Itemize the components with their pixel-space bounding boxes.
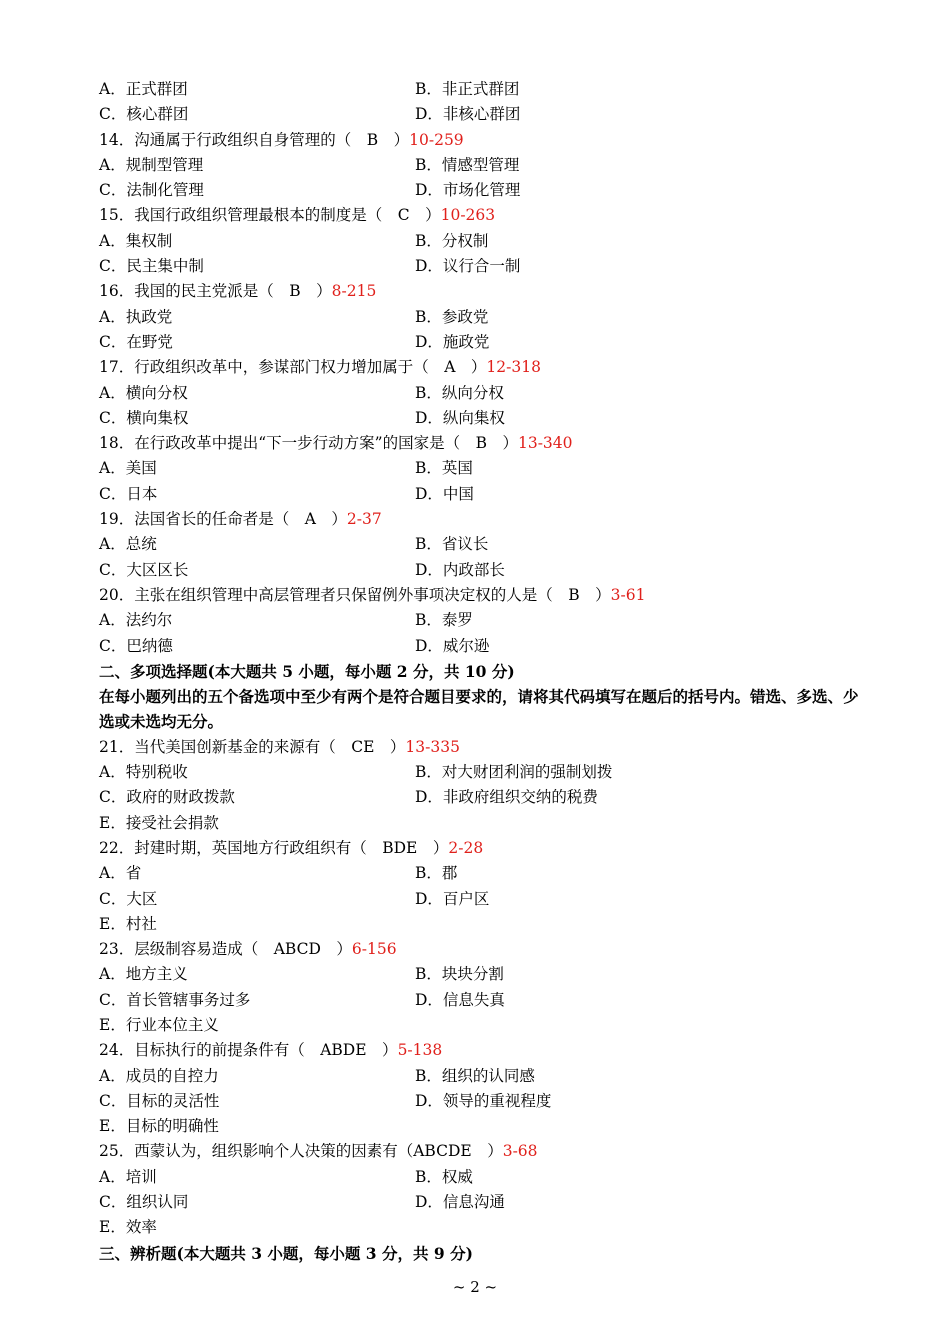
- option-a: A．法约尔: [99, 611, 173, 630]
- option-row: [99, 1089, 859, 1114]
- option-d: D．中国: [415, 484, 474, 503]
- section-heading: 三、辨析题(本大题共 3 小题，每小题 3 分，共 9 分): [99, 1243, 473, 1263]
- option-d: D．信息沟通: [415, 1193, 505, 1212]
- option-c: C．核心群团: [99, 105, 189, 124]
- option-row: [99, 760, 859, 785]
- option-a: A．地方主义: [99, 965, 188, 984]
- option-b: B．分权制: [415, 231, 489, 250]
- option-b: B．权威: [415, 1167, 473, 1186]
- option-row: [99, 887, 859, 912]
- option-row: [99, 1064, 859, 1089]
- page-reference: 10-259: [409, 130, 464, 149]
- question-stem: 18．在行政改革中提出“下一步行动方案”的国家是（ B ）13-340: [99, 434, 573, 453]
- option-b: B．非正式群团: [415, 80, 520, 98]
- option-row: [99, 988, 859, 1013]
- option-d: D．内政部长: [415, 560, 505, 579]
- option-row: [99, 634, 859, 659]
- option-row: [99, 254, 859, 279]
- question-stem: 19．法国省长的任命者是（ A ）2-37: [99, 510, 382, 529]
- option-c: C．目标的灵活性: [99, 1091, 220, 1110]
- option-d: D．非政府组织交纳的税费: [415, 788, 598, 807]
- option-b: B．组织的认同感: [415, 1066, 535, 1085]
- section-heading: 二、多项选择题(本大题共 5 小题，每小题 2 分，共 10 分): [99, 661, 515, 681]
- option-row: [99, 1165, 859, 1190]
- option-c: C．大区区长: [99, 560, 189, 579]
- option-c: C．横向集权: [99, 408, 189, 427]
- question-stem: 25．西蒙认为，组织影响个人决策的因素有（ABCDE ）3-68: [99, 1142, 538, 1161]
- option-d: D．纵向集权: [415, 408, 505, 427]
- option-c: C．组织认同: [99, 1193, 189, 1212]
- option-row: [99, 229, 859, 254]
- option-row: [99, 785, 859, 810]
- question-stem: 14．沟通属于行政组织自身管理的（ B ）10-259: [99, 130, 464, 149]
- option-e: E．村社: [99, 914, 157, 933]
- option-row: [99, 77, 859, 102]
- option-d: D．施政党: [415, 332, 490, 351]
- option-c: C．民主集中制: [99, 257, 204, 276]
- option-row: [99, 153, 859, 178]
- question-stem: 21．当代美国创新基金的来源有（ CE ）13-335: [99, 737, 460, 756]
- page-reference: 8-215: [331, 282, 377, 301]
- option-b: B．情感型管理: [415, 155, 520, 174]
- option-row: [99, 532, 859, 557]
- option-c: C．巴纳德: [99, 636, 173, 655]
- option-a: A．成员的自控力: [99, 1066, 219, 1085]
- page-reference: 13-335: [405, 737, 460, 756]
- option-a: A．省: [99, 864, 142, 883]
- exam-page: [99, 77, 859, 1266]
- option-row: [99, 330, 859, 355]
- question-stem: 16．我国的民主党派是（ B ）8-215: [99, 282, 377, 301]
- option-d: D．信息失真: [415, 990, 505, 1009]
- question-stem: 20．主张在组织管理中高层管理者只保留例外事项决定权的人是（ B ）3-61: [99, 585, 646, 604]
- section-instructions: 在每小题列出的五个备选项中至少有两个是符合题目要求的，请将其代码填写在题后的括号内。错选、多选、少选或未选均无分。: [99, 687, 859, 732]
- page-reference: 13-340: [517, 434, 573, 453]
- option-a: A．总统: [99, 535, 157, 554]
- option-c: C．首长管辖事务过多: [99, 990, 251, 1009]
- option-a: A．执政党: [99, 307, 173, 326]
- option-b: B．省议长: [415, 535, 489, 554]
- question-stem: 22．封建时期，英国地方行政组织有（ BDE ）2-28: [99, 838, 484, 857]
- option-c: C．在野党: [99, 332, 173, 351]
- option-row: [99, 102, 859, 127]
- option-c: C．法制化管理: [99, 181, 204, 200]
- option-a: A．培训: [99, 1167, 157, 1186]
- page-reference: 10-263: [440, 206, 496, 225]
- option-row: [99, 406, 859, 431]
- option-b: B．郡: [415, 864, 458, 883]
- question-stem: 15．我国行政组织管理最根本的制度是（ C ）10-263: [99, 206, 496, 225]
- option-b: B．英国: [415, 459, 473, 478]
- option-b: B．泰罗: [415, 611, 473, 630]
- page-number: ~ 2 ~: [452, 1278, 498, 1296]
- page-reference: 12-318: [486, 358, 541, 377]
- option-d: D．领导的重视程度: [415, 1091, 552, 1110]
- question-stem: 24．目标执行的前提条件有（ ABDE ）5-138: [99, 1041, 443, 1060]
- page-reference: 6-156: [351, 940, 397, 959]
- option-row: [99, 381, 859, 406]
- option-a: A．横向分权: [99, 383, 188, 402]
- page-reference: 2-28: [448, 838, 484, 857]
- page-reference: 5-138: [397, 1041, 443, 1060]
- option-a: A．美国: [99, 459, 157, 478]
- option-b: B．块块分割: [415, 965, 504, 984]
- option-row: [99, 558, 859, 583]
- option-e: E．目标的明确性: [99, 1117, 219, 1136]
- option-row: [99, 305, 859, 330]
- option-row: [99, 962, 859, 987]
- option-d: D．威尔逊: [415, 636, 490, 655]
- option-row: [99, 456, 859, 481]
- option-d: D．议行合一制: [415, 257, 521, 276]
- option-c: C．大区: [99, 889, 158, 908]
- option-d: D．非核心群团: [415, 105, 521, 124]
- option-e: E．效率: [99, 1218, 157, 1237]
- option-a: A．特别税收: [99, 763, 188, 782]
- option-d: D．市场化管理: [415, 181, 521, 200]
- option-c: C．政府的财政拨款: [99, 788, 235, 807]
- option-a: A．规制型管理: [99, 155, 204, 174]
- option-row: [99, 482, 859, 507]
- option-b: B．对大财团利润的强制划拨: [415, 763, 613, 782]
- page-reference: 3-61: [610, 585, 646, 604]
- option-e: E．接受社会捐款: [99, 813, 219, 832]
- option-row: [99, 178, 859, 203]
- option-a: A．正式群团: [99, 80, 188, 98]
- question-stem: 23．层级制容易造成（ ABCD ）6-156: [99, 940, 397, 959]
- option-d: D．百户区: [415, 889, 490, 908]
- page-reference: 3-68: [502, 1142, 538, 1161]
- option-e: E．行业本位主义: [99, 1015, 219, 1034]
- question-stem: 17．行政组织改革中，参谋部门权力增加属于（ A ）12-318: [99, 358, 541, 377]
- option-row: [99, 608, 859, 633]
- option-row: [99, 1190, 859, 1215]
- option-b: B．纵向分权: [415, 383, 504, 402]
- page-reference: 2-37: [346, 510, 382, 529]
- option-row: [99, 861, 859, 886]
- option-b: B．参政党: [415, 307, 489, 326]
- option-a: A．集权制: [99, 231, 173, 250]
- option-c: C．日本: [99, 484, 158, 503]
